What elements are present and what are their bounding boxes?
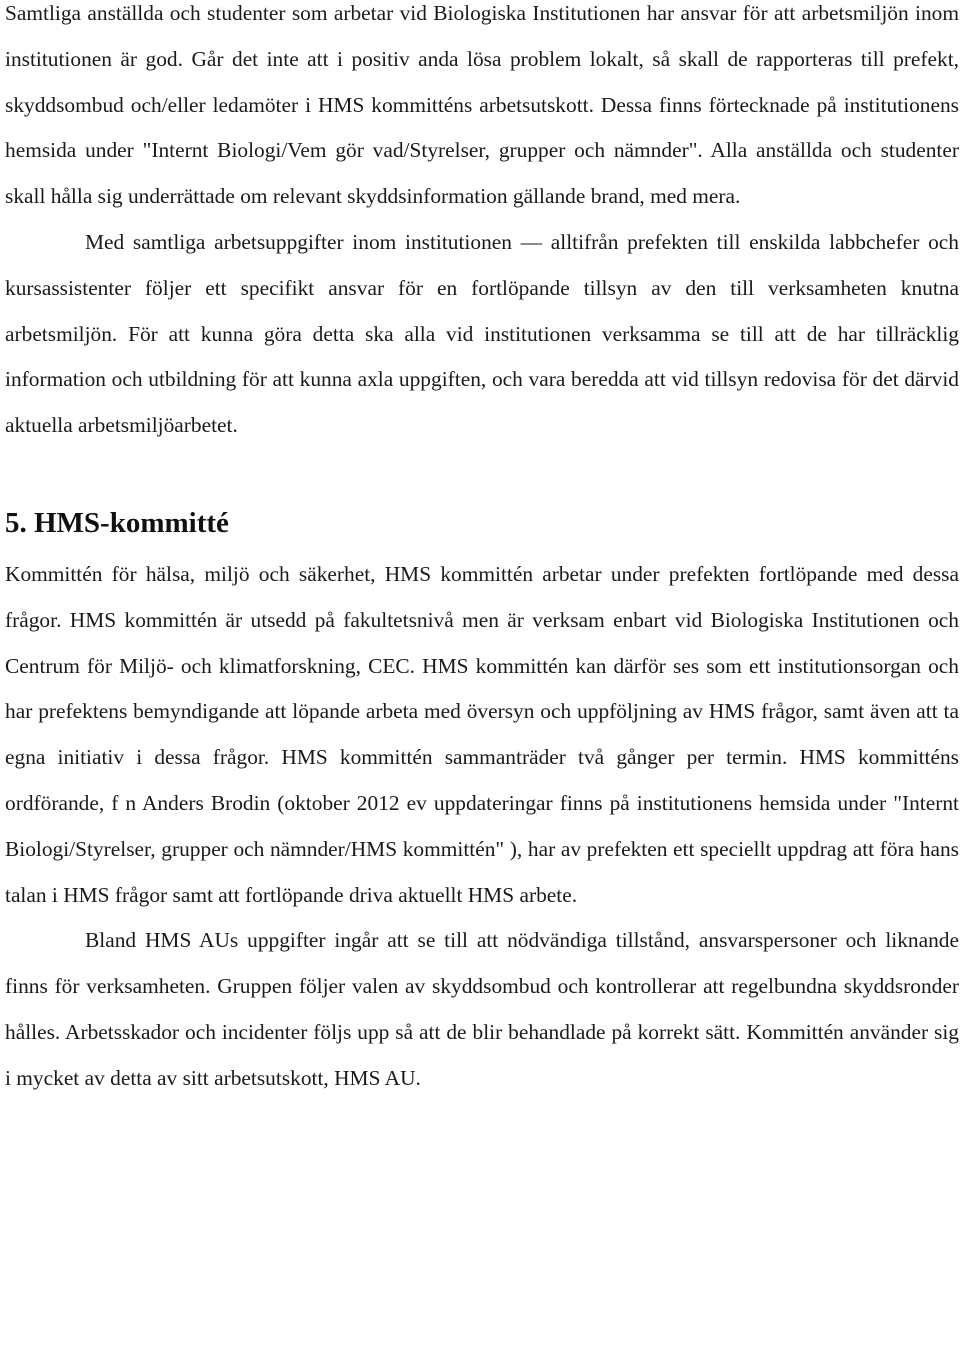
section-heading [5, 494, 959, 552]
paragraph-supervision: Med samtliga arbetsuppgifter inom institutionen — alltifrån prefekten till enskilda labbchefer och kursassistenter följer ett specifikt ansvar för en fortlöpande tillsyn av den till verksamheten knutna arbetsmiljön. För att kunna göra detta ska alla vid institutionen verksamma se till att de har tillräcklig information och utbildning för att kunna axla uppgiften, och vara beredda att vid tillsyn redovisa för det därvid aktuella arbetsmiljöarbetet. [5, 229, 959, 438]
section-number: 5. [5, 506, 27, 539]
paragraph-committee: Kommittén för hälsa, miljö och säkerhet, HMS kommittén arbetar under prefekten fortlöpande med dessa frågor. HMS kommittén är utsedd på fakultetsnivå men är verksam enbart vid Biologiska Institutionen och Centrum för Miljö- och klimatforskning, CEC. HMS kommittén kan därför ses som ett institutionsorgan och har prefektens bemyndigande att löpande arbeta med översyn och uppföljning av HMS frågor, samt även att ta egna initiativ i dessa frågor. HMS kommittén sammanträder två gånger per termin. HMS kommitténs ordförande, f n Anders Brodin (oktober 2012 ev uppdateringar finns på institutionens hemsida under "Internt Biologi/Styrelser, grupper och nämnder/HMS kommittén" ), har av prefekten ett speciellt uppdrag att föra hans talan i HMS frågor samt att fortlöpande driva aktuellt HMS arbete. [5, 561, 959, 907]
document-page [5, 0, 959, 1102]
paragraph-au-tasks: Bland HMS AUs uppgifter ingår att se till att nödvändiga tillstånd, ansvarspersoner och liknande finns för verksamheten. Gruppen följer valen av skyddsombud och kontrollerar att regelbundna skyddsronder hålles. Arbetsskador och incidenter följs upp så att de blir behandlade på korrekt sätt. Kommittén använder sig i mycket av detta av sitt arbetsutskott, HMS AU. [5, 928, 959, 1090]
section-spacer [5, 449, 959, 494]
section-title: HMS-kommitté [34, 506, 229, 539]
paragraph-responsibility: Samtliga anställda och studenter som arbetar vid Biologiska Institutionen har ansvar för att arbetsmiljön inom institutionen är god. Går det inte att i positiv anda lösa problem lokalt, så skall de rapporteras till prefekt, skyddsombud och/eller ledamöter i HMS kommitténs arbetsutskott. Dessa finns förtecknade på institutionens hemsida under "Internt Biologi/Vem gör vad/Styrelser, grupper och nämnder". Alla anställda och studenter skall hålla sig underrättade om relevant skyddsinformation gällande brand, med mera. [5, 1, 959, 209]
